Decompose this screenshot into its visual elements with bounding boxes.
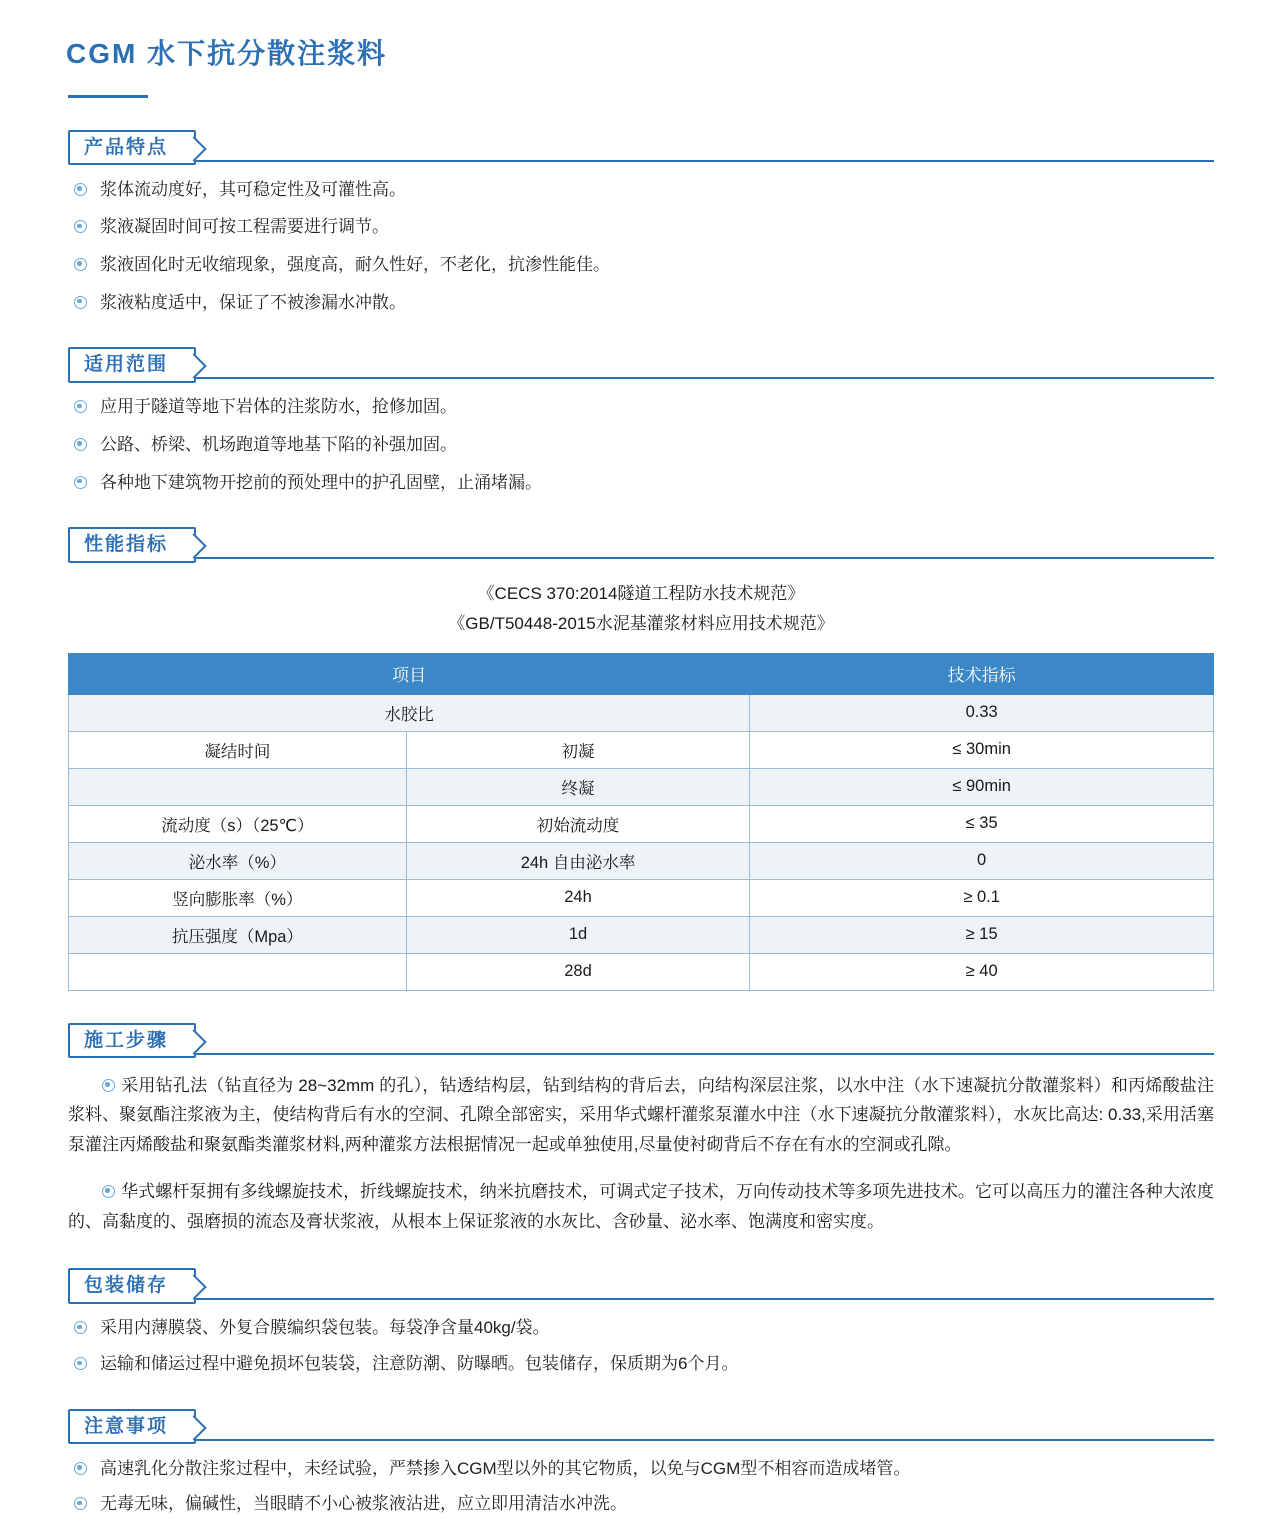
- section-header-notes: [68, 1409, 1214, 1443]
- table-cell-value: ≤ 90min: [750, 768, 1214, 805]
- notes-list: [68, 1457, 1214, 1517]
- section-header-steps: [68, 1023, 1214, 1057]
- section-title-notes: 注意事项: [68, 1409, 196, 1445]
- standard-line: 《CECS 370:2014隧道工程防水技术规范》: [477, 584, 805, 604]
- bullet-icon: [74, 258, 87, 271]
- table-cell-sub: 初始流动度: [406, 805, 750, 842]
- bullet-icon: [102, 1079, 115, 1092]
- table-cell-value: ≥ 15: [750, 916, 1214, 953]
- spec-table: [68, 653, 1214, 991]
- section-header-performance: [68, 527, 1214, 561]
- section-features: [0, 130, 1280, 316]
- table-cell-item: 水胶比: [69, 694, 750, 731]
- table-row: [69, 953, 1214, 990]
- page-title: CGM 水下抗分散注浆料: [66, 37, 388, 69]
- table-row: [69, 916, 1214, 953]
- table-cell-sub: 1d: [406, 916, 750, 953]
- section-header-features: [68, 130, 1214, 164]
- table-row: [69, 731, 1214, 768]
- features-list: [68, 178, 1214, 316]
- table-cell-item: [69, 953, 407, 990]
- list-item: [72, 253, 1214, 278]
- list-item: [72, 471, 1214, 496]
- bullet-icon: [74, 1321, 87, 1334]
- section-title-steps: 施工步骤: [68, 1023, 196, 1059]
- table-row: [69, 805, 1214, 842]
- table-cell-item: [69, 768, 407, 805]
- list-item: [72, 395, 1214, 420]
- section-header-scope: [68, 347, 1214, 381]
- list-item: [72, 1352, 1214, 1377]
- table-row: [69, 879, 1214, 916]
- table-row: [69, 768, 1214, 805]
- table-cell-item: 流动度（s）（25℃）: [69, 805, 407, 842]
- section-header-packaging: [68, 1268, 1214, 1302]
- steps-paragraph: [68, 1177, 1214, 1237]
- section-rule: [68, 1053, 1214, 1055]
- list-item-text: 浆体流动度好，其可稳定性及可灌性高。: [100, 179, 406, 199]
- list-item-text: 各种地下建筑物开挖前的预处理中的护孔固壁，止涌堵漏。: [100, 472, 542, 492]
- bullet-icon: [74, 1497, 87, 1510]
- bullet-icon: [74, 1462, 87, 1475]
- list-item: [72, 433, 1214, 458]
- standards-block: [68, 579, 1214, 639]
- document-page: [0, 19, 1280, 1517]
- bullet-icon: [74, 296, 87, 309]
- bullet-icon: [74, 1357, 87, 1370]
- bullet-icon: [74, 183, 87, 196]
- table-header-cell: 技术指标: [750, 653, 1214, 694]
- list-item-text: 应用于隧道等地下岩体的注浆防水，抢修加固。: [100, 397, 457, 417]
- table-cell-sub: 初凝: [406, 731, 750, 768]
- table-row: [69, 694, 1214, 731]
- bullet-icon: [74, 220, 87, 233]
- table-cell-item: 竖向膨胀率（%）: [69, 879, 407, 916]
- list-item: [72, 215, 1214, 240]
- list-item-text: 公路、桥梁、机场跑道等地基下陷的补强加固。: [100, 434, 457, 454]
- list-item: [72, 1316, 1214, 1341]
- section-rule: [68, 377, 1214, 379]
- table-cell-value: 0: [750, 842, 1214, 879]
- section-title-scope: 适用范围: [68, 347, 196, 383]
- section-rule: [68, 1439, 1214, 1441]
- standard-line: 《GB/T50448-2015水泥基灌浆材料应用技术规范》: [448, 613, 834, 633]
- table-cell-value: ≤ 30min: [750, 731, 1214, 768]
- bullet-icon: [74, 476, 87, 489]
- table-header-cell: 项目: [69, 653, 750, 694]
- bullet-icon: [74, 400, 87, 413]
- section-rule: [68, 160, 1214, 162]
- section-notes: [0, 1409, 1280, 1517]
- list-item-text: 无毒无味，偏碱性，当眼睛不小心被浆液沾进，应立即用清洁水冲洗。: [100, 1494, 627, 1514]
- table-cell-value: ≥ 0.1: [750, 879, 1214, 916]
- section-rule: [68, 1298, 1214, 1300]
- steps-paragraph-text: 采用钻孔法（钻直径为 28~32mm 的孔），钻透结构层，钻到结构的背后去，向结构深层注浆，以水中注（水下速凝抗分散灌浆料）和丙烯酸盐注浆料、聚氨酯注浆液为主，使结构背后有水的空洞、孔隙全部密实，采用华式螺杆灌浆泵灌水中注（水下速凝抗分散灌浆料），水灰比高达: 0.33,采用活塞泵灌注丙烯酸盐和聚氨酯类灌浆材料,两种灌浆方法根据情况一起或单独使用,尽量使衬砌背后不存在有水的空洞或孔隙。: [68, 1075, 1214, 1155]
- section-performance: [0, 527, 1280, 991]
- table-cell-value: ≥ 40: [750, 953, 1214, 990]
- list-item-text: 浆液粘度适中，保证了不被渗漏水冲散。: [100, 292, 406, 312]
- list-item-text: 运输和储运过程中避免损坏包装袋，注意防潮、防曝晒。包装储存，保质期为6个月。: [100, 1354, 739, 1374]
- list-item: [72, 178, 1214, 203]
- list-item-text: 浆液固化时无收缩现象，强度高，耐久性好，不老化，抗渗性能佳。: [100, 255, 610, 275]
- packaging-list: [68, 1316, 1214, 1376]
- table-cell-sub: 28d: [406, 953, 750, 990]
- section-title-packaging: 包装储存: [68, 1268, 196, 1304]
- scope-list: [68, 395, 1214, 495]
- section-title-features: 产品特点: [68, 130, 196, 166]
- section-rule: [68, 557, 1214, 559]
- section-packaging: [0, 1268, 1280, 1376]
- list-item: [72, 291, 1214, 316]
- table-cell-item: 抗压强度（Mpa）: [69, 916, 407, 953]
- table-cell-item: 泌水率（%）: [69, 842, 407, 879]
- list-item: [72, 1492, 1214, 1517]
- steps-paragraph-text: 华式螺杆泵拥有多线螺旋技术，折线螺旋技术，纳米抗磨技术，可调式定子技术，万向传动技术等多项先进技术。它可以高压力的灌注各种大浓度的、高黏度的、强磨损的流态及膏状浆液，从根本上保证浆液的水灰比、含砂量、泌水率、饱满度和密实度。: [68, 1181, 1214, 1231]
- table-header-row: [69, 653, 1214, 694]
- title-underline: [68, 95, 148, 98]
- section-title-performance: 性能指标: [68, 527, 196, 563]
- table-cell-sub: 24h: [406, 879, 750, 916]
- table-cell-value: 0.33: [750, 694, 1214, 731]
- bullet-icon: [102, 1185, 115, 1198]
- list-item-text: 高速乳化分散注浆过程中，未经试验，严禁掺入CGM型以外的其它物质，以免与CGM型不相容而造成堵管。: [100, 1458, 911, 1478]
- list-item: [72, 1457, 1214, 1482]
- table-cell-item: 凝结时间: [69, 731, 407, 768]
- section-scope: [0, 347, 1280, 495]
- steps-paragraph: [68, 1071, 1214, 1160]
- table-row: [69, 842, 1214, 879]
- list-item-text: 浆液凝固时间可按工程需要进行调节。: [100, 217, 389, 237]
- bullet-icon: [74, 438, 87, 451]
- list-item-text: 采用内薄膜袋、外复合膜编织袋包装。每袋净含量40kg/袋。: [100, 1318, 550, 1338]
- table-cell-sub: 终凝: [406, 768, 750, 805]
- table-cell-value: ≤ 35: [750, 805, 1214, 842]
- section-steps: [0, 1023, 1280, 1237]
- table-cell-sub: 24h 自由泌水率: [406, 842, 750, 879]
